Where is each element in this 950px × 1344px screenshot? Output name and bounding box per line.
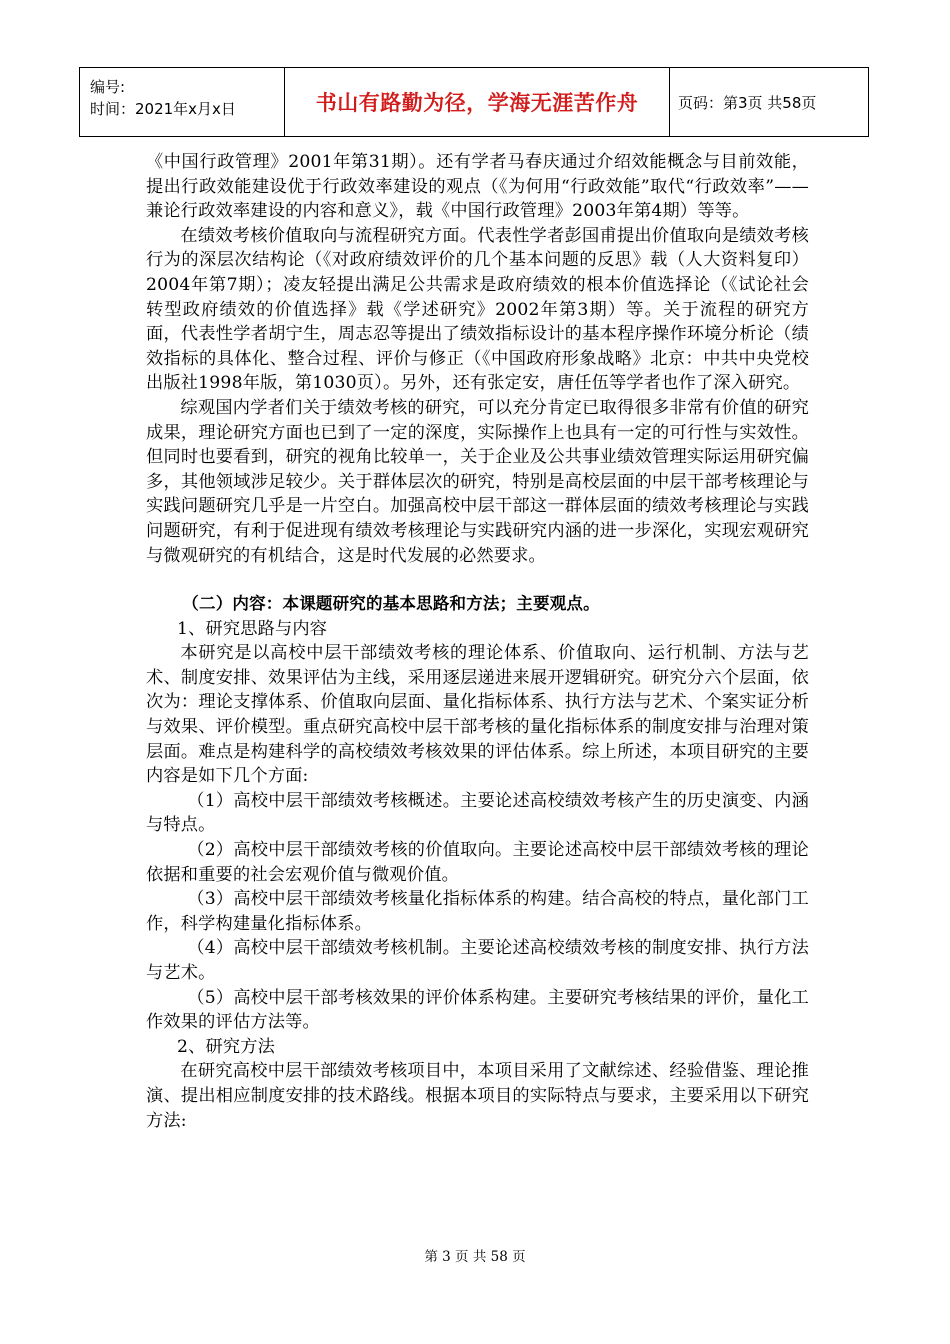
document-number-label: 编号: (90, 78, 126, 96)
list-item: （2）高校中层干部绩效考核的价值取向。主要论述高校中层干部绩效考核的理论依据和重要的社会宏观价值与微观价值。 (146, 840, 809, 885)
header-motto: 书山有路勤为径，学海无涯苦作舟 (315, 91, 639, 115)
list-item: （5）高校中层干部考核效果的评价体系构建。主要研究考核结果的评价，量化工作效果的评估方法等。 (146, 987, 809, 1033)
section-title: （二）内容：本课题研究的基本思路和方法；主要观点。 (182, 594, 600, 614)
page-header (79, 67, 869, 137)
list-item: （4）高校中层干部绩效考核机制。主要论述高校绩效考核的制度安排、执行方法与艺术。 (146, 938, 809, 983)
header-motto-cell (285, 68, 670, 136)
list-item: （3）高校中层干部绩效考核量化指标体系的构建。结合高校的特点，量化部门工作，科学构建量化指标体系。 (146, 889, 809, 934)
subsection-title-approach: 1、研究思路与内容 (176, 618, 328, 639)
header-meta (80, 68, 285, 136)
subsection-title-methods: 2、研究方法 (176, 1036, 276, 1057)
list-item: （1）高校中层干部绩效考核概述。主要论述高校绩效考核产生的历史演变、内涵与特点。 (146, 790, 809, 836)
document-body (146, 150, 809, 1133)
paragraph-summary: 综观国内学者们关于绩效考核的研究，可以充分肯定已取得很多非常有价值的研究成果，理论研究方面也已到了一定的深度，实际操作上也具有一定的可行性与实效性。但同时也要看到，研究的视角比较单一，关于企业及公共事业绩效管理实际运用研究偏多，其他领域涉足较少。关于群体层次的研究，特别是高校层面的中层干部考核理论与实践问题研究几乎是一片空白。加强高校中层干部这一群体层面的绩效考核理论与实践问题研究，有利于促进现有绩效考核理论与实践研究内涵的进一步深化，实现宏观研究与微观研究的有机结合，这是时代发展的必然要求。 (146, 397, 809, 566)
paragraph-methods: 在研究高校中层干部绩效考核项目中，本项目采用了文献综述、经验借鉴、理论推演、提出相应制度安排的技术路线。根据本项目的实际特点与要求，主要采用以下研究方法: (146, 1061, 809, 1131)
page-footer: 第 3 页 共 58 页 (424, 1249, 526, 1265)
document-time-label: 时间：2021年x月x日 (90, 100, 236, 118)
header-page-info: 页码：第3页 共58页 (678, 93, 817, 112)
paragraph-value-process: 在绩效考核价值取向与流程研究方面。代表性学者彭国甫提出价值取向是绩效考核行为的深层次结构论（《对政府绩效评价的几个基本问题的反思》载（人大资料复印）2004年第7期）；凌友轻提出满足公共需求是政府绩效的根本价值选择论（《试论社会转型政府绩效的价值选择》载《学述研究》2002年第3期）等。关于流程的研究方面，代表性学者胡宁生，周志忍等提出了绩效指标设计的基本程序操作环境分析论（绩效指标的具体化、整合过程、评价与修正（《中国政府形象战略》北京：中共中央党校出版社1998年版，第1030页）。另外，还有张定安，唐任伍等学者也作了深入研究。 (146, 225, 809, 394)
paragraph-approach: 本研究是以高校中层干部绩效考核的理论体系、价值取向、运行机制、方法与艺术、制度安排、效果评估为主线，采用逐层递进来展开逻辑研究。研究分六个层面，依次为：理论支撑体系、价值取向层面、量化指标体系、执行方法与艺术、个案实证分析与效果、评价模型。重点研究高校中层干部考核的量化指标体系的制度安排与治理对策层面。难点是构建科学的高校绩效考核效果的评估体系。综上所述，本项目研究的主要内容是如下几个方面: (146, 643, 809, 787)
paragraph-continuation: 《中国行政管理》2001年第31期）。还有学者马春庆通过介绍效能概念与目前效能，提出行政效能建设优于行政效率建设的观点（《为何用“行政效能”取代“行政效率”——兼论行政效率建设的内容和意义》，载《中国行政管理》2003年第4期）等等。 (146, 152, 809, 222)
